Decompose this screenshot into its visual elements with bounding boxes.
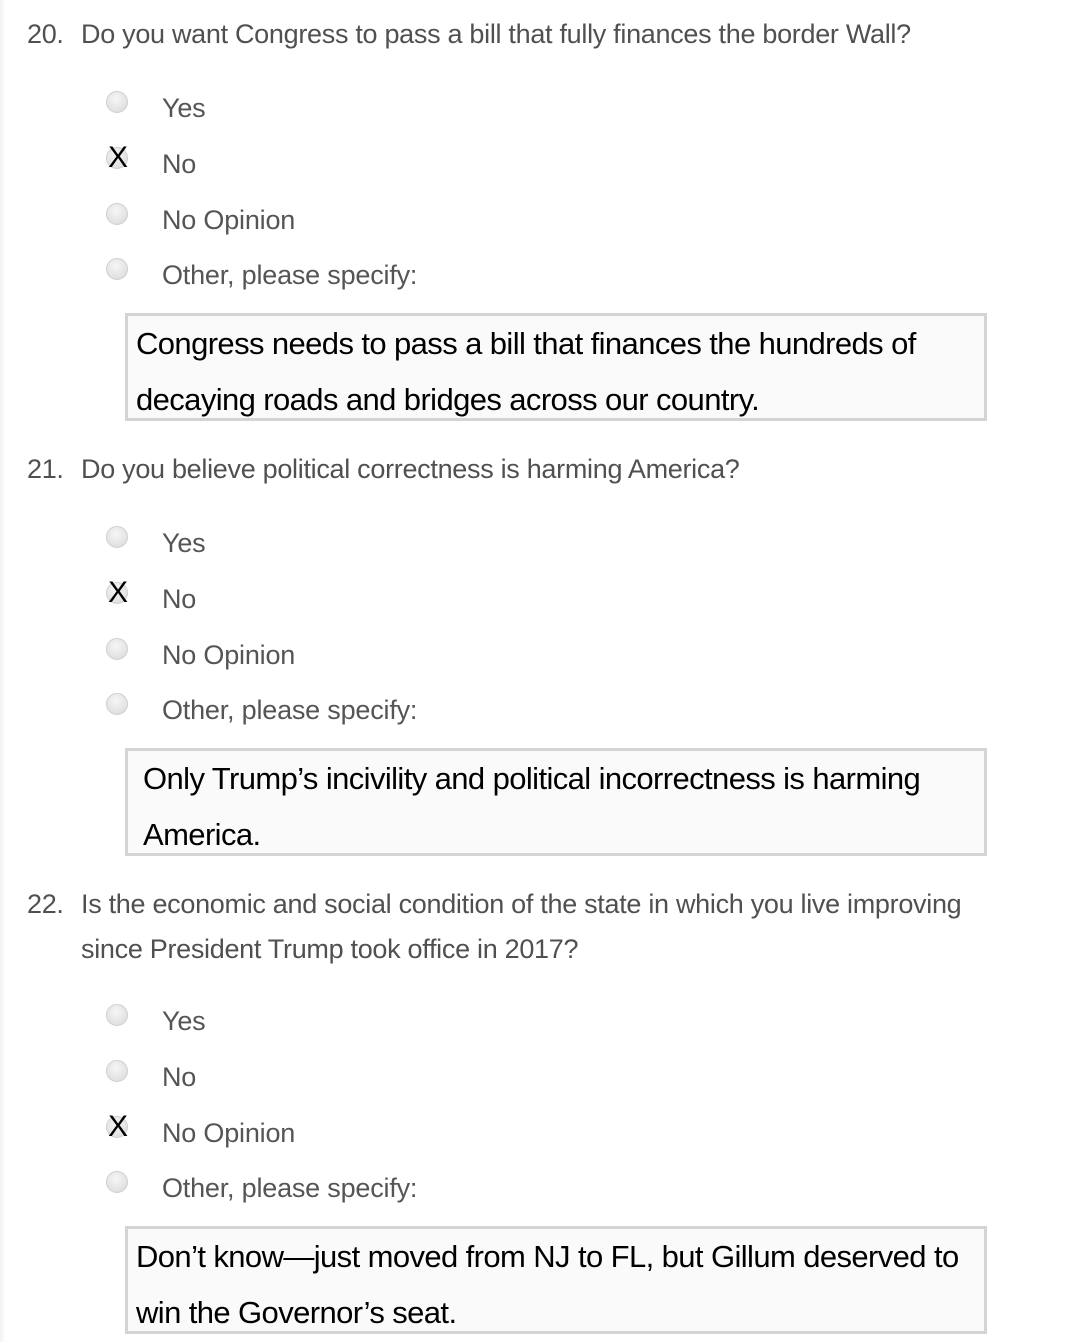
radio-icon[interactable] [106, 638, 128, 660]
radio-icon[interactable] [106, 693, 128, 715]
radio-icon[interactable] [106, 1060, 128, 1082]
option-other[interactable] [106, 255, 417, 295]
option-label: Other, please specify: [162, 259, 418, 290]
left-edge-shadow [0, 0, 6, 1342]
radio-selected-icon[interactable] [106, 576, 128, 609]
question-text-line-1: Is the economic and social condition of the state in which you live improving [81, 889, 962, 919]
question-text: Do you want Congress to pass a bill that fully finances the border Wall? [81, 19, 911, 49]
option-label: Other, please specify: [162, 694, 418, 725]
option-yes[interactable] [106, 88, 205, 128]
radio-selected-icon[interactable] [106, 141, 128, 174]
radio-icon[interactable] [106, 526, 128, 548]
option-label: No [162, 1061, 197, 1092]
other-specify-textbox[interactable]: Only Trump’s incivility and political incorrectness is harming America. [125, 748, 987, 856]
radio-icon[interactable] [106, 258, 128, 280]
radio-icon[interactable] [106, 1171, 128, 1193]
question-text-line-2: since President Trump took office in 2017? [81, 934, 579, 964]
question-20 [27, 12, 911, 57]
option-label: No Opinion [162, 204, 296, 235]
x-mark-icon: X [107, 1110, 128, 1143]
option-yes[interactable] [106, 1001, 205, 1041]
option-no[interactable] [106, 141, 197, 184]
x-mark-icon: X [107, 141, 128, 174]
option-no[interactable] [106, 1057, 196, 1097]
other-specify-textbox[interactable]: Congress needs to pass a bill that finances the hundreds of decaying roads and bridges across our country. [125, 313, 987, 421]
option-no-opinion[interactable] [106, 1110, 296, 1153]
option-no[interactable] [106, 576, 197, 619]
question-text: Do you believe political correctness is harming America? [81, 454, 740, 484]
other-specify-textbox[interactable]: Don’t know—just moved from NJ to FL, but Gillum deserved to win the Governor’s seat. [125, 1226, 987, 1334]
option-other[interactable] [106, 1168, 417, 1208]
option-other[interactable] [106, 690, 417, 730]
radio-icon[interactable] [106, 203, 128, 225]
option-label: No [162, 583, 197, 614]
option-no-opinion[interactable] [106, 200, 295, 240]
question-number: 22. [27, 889, 64, 919]
question-number: 21. [27, 454, 64, 484]
radio-selected-icon[interactable] [106, 1110, 128, 1143]
option-label: No Opinion [162, 1117, 296, 1148]
option-label: No Opinion [162, 639, 296, 670]
option-no-opinion[interactable] [106, 635, 295, 675]
question-22 [27, 882, 961, 972]
option-label: Yes [162, 92, 206, 123]
x-mark-icon: X [107, 576, 128, 609]
option-label: No [162, 148, 197, 179]
option-yes[interactable] [106, 523, 205, 563]
radio-icon[interactable] [106, 91, 128, 113]
question-21 [27, 447, 740, 492]
question-number: 20. [27, 19, 64, 49]
option-label: Yes [162, 527, 206, 558]
option-label: Yes [162, 1005, 206, 1036]
option-label: Other, please specify: [162, 1172, 418, 1203]
radio-icon[interactable] [106, 1004, 128, 1026]
